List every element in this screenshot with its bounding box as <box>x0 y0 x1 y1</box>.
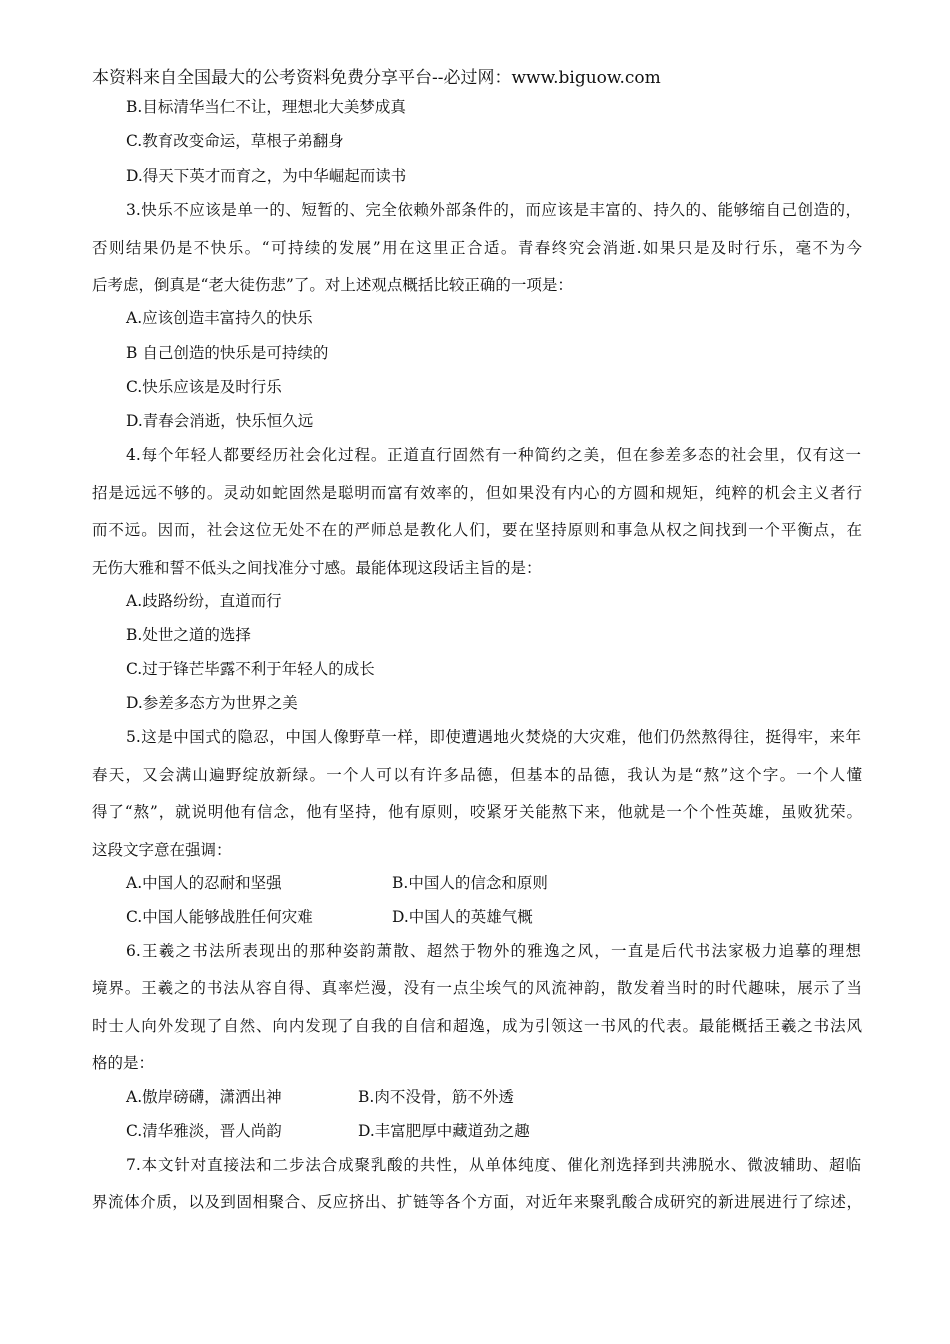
q6-stem-line-3: 时士人向外发现了自然、向内发现了自我的自信和超逸，成为引领这一书风的代表。最能概括王羲之书法风 <box>92 1017 862 1035</box>
q6-stem-line-1: 6.王羲之书法所表现出的那种姿韵萧散、超然于物外的雅逸之风，一直是后代书法家极力追摹的理想 <box>126 942 861 960</box>
q4-option-b: B.处世之道的选择 <box>126 626 251 644</box>
q4-stem-line-1: 4.每个年轻人都要经历社会化过程。正道直行固然有一种简约之美，但在参差多态的社会里，仅有这一 <box>126 446 861 464</box>
q3-option-b: B 自己创造的快乐是可持续的 <box>126 344 329 362</box>
q5-option-d: D.中国人的英雄气概 <box>392 908 533 926</box>
q4-option-a: A.歧路纷纷，直道而行 <box>126 592 282 610</box>
q4-stem-line-2: 招是远远不够的。灵动如蛇固然是聪明而富有效率的，但如果没有内心的方圆和规矩，纯粹的机会主义者行 <box>92 484 862 502</box>
q4-option-c: C.过于锋芒毕露不利于年轻人的成长 <box>126 660 375 678</box>
q2-option-c: C.教育改变命运，草根子弟翻身 <box>126 132 344 150</box>
q3-stem-line-1: 3.快乐不应该是单一的、短暂的、完全依赖外部条件的，而应该是丰富的、持久的、能够缩自己创造的， <box>126 201 861 219</box>
q3-stem-line-3: 后考虑，倒真是“老大徒伤悲”了。对上述观点概括比较正确的一项是： <box>92 276 573 294</box>
q5-stem-line-3: 得了“熬”，就说明他有信念，他有坚持，他有原则，咬紧牙关能熬下来，他就是一个个性英雄，虽败犹荣。 <box>92 803 862 821</box>
q5-option-b: B.中国人的信念和原则 <box>392 874 548 892</box>
q5-option-a: A.中国人的忍耐和坚强 <box>126 874 282 892</box>
q2-option-b: B.目标清华当仁不让，理想北大美梦成真 <box>126 98 406 116</box>
q3-option-d: D.青春会消逝，快乐恒久远 <box>126 412 314 430</box>
q7-stem-line-1: 7.本文针对直接法和二步法合成聚乳酸的共性，从单体纯度、催化剂选择到共沸脱水、微波辅助、超临 <box>126 1156 861 1174</box>
q5-stem-line-2: 春天，又会满山遍野绽放新绿。一个人可以有许多品德，但基本的品德，我认为是“熬”这个字。一个人懂 <box>92 766 862 784</box>
source-header: 本资料来自全国最大的公考资料免费分享平台--必过网：www.biguow.com <box>92 68 661 88</box>
q6-option-a: A.傲岸磅礴，潇洒出神 <box>126 1088 282 1106</box>
q5-option-c: C.中国人能够战胜任何灾难 <box>126 908 313 926</box>
q3-option-c: C.快乐应该是及时行乐 <box>126 378 282 396</box>
q4-stem-line-4: 无伤大雅和誓不低头之间找准分寸感。最能体现这段话主旨的是： <box>92 559 542 577</box>
q6-stem-line-4: 格的是： <box>92 1054 155 1072</box>
q3-option-a: A.应该创造丰富持久的快乐 <box>126 309 313 327</box>
q3-stem-line-2: 否则结果仍是不快乐。“可持续的发展”用在这里正合适。青春终究会消逝.如果只是及时行乐，毫不为今 <box>92 239 862 257</box>
q6-option-d: D.丰富肥厚中藏道劲之趣 <box>358 1122 530 1140</box>
q4-option-d: D.参差多态方为世界之美 <box>126 694 298 712</box>
q5-stem-line-1: 5.这是中国式的隐忍，中国人像野草一样，即使遭遇地火焚烧的大灾难，他们仍然熬得往，挺得牢，来年 <box>126 728 861 746</box>
q2-option-d: D.得天下英才而育之，为中华崛起而读书 <box>126 167 407 185</box>
q5-stem-line-4: 这段文字意在强调： <box>92 841 232 859</box>
q6-option-c: C.清华雅淡，晋人尚韵 <box>126 1122 282 1140</box>
q7-stem-line-2: 界流体介质，以及到固相聚合、反应挤出、扩链等各个方面，对近年来聚乳酸合成研究的新进展进行了综述， <box>92 1193 862 1211</box>
q4-stem-line-3: 而不远。因而，社会这位无处不在的严师总是教化人们，要在坚持原则和事急从权之间找到一个平衡点，在 <box>92 521 862 539</box>
q6-stem-line-2: 境界。王羲之的书法从容自得、真率烂漫，没有一点尘埃气的风流神韵，散发着当时的时代趣味，展示了当 <box>92 979 862 997</box>
q6-option-b: B.肉不没骨，筋不外透 <box>358 1088 514 1106</box>
